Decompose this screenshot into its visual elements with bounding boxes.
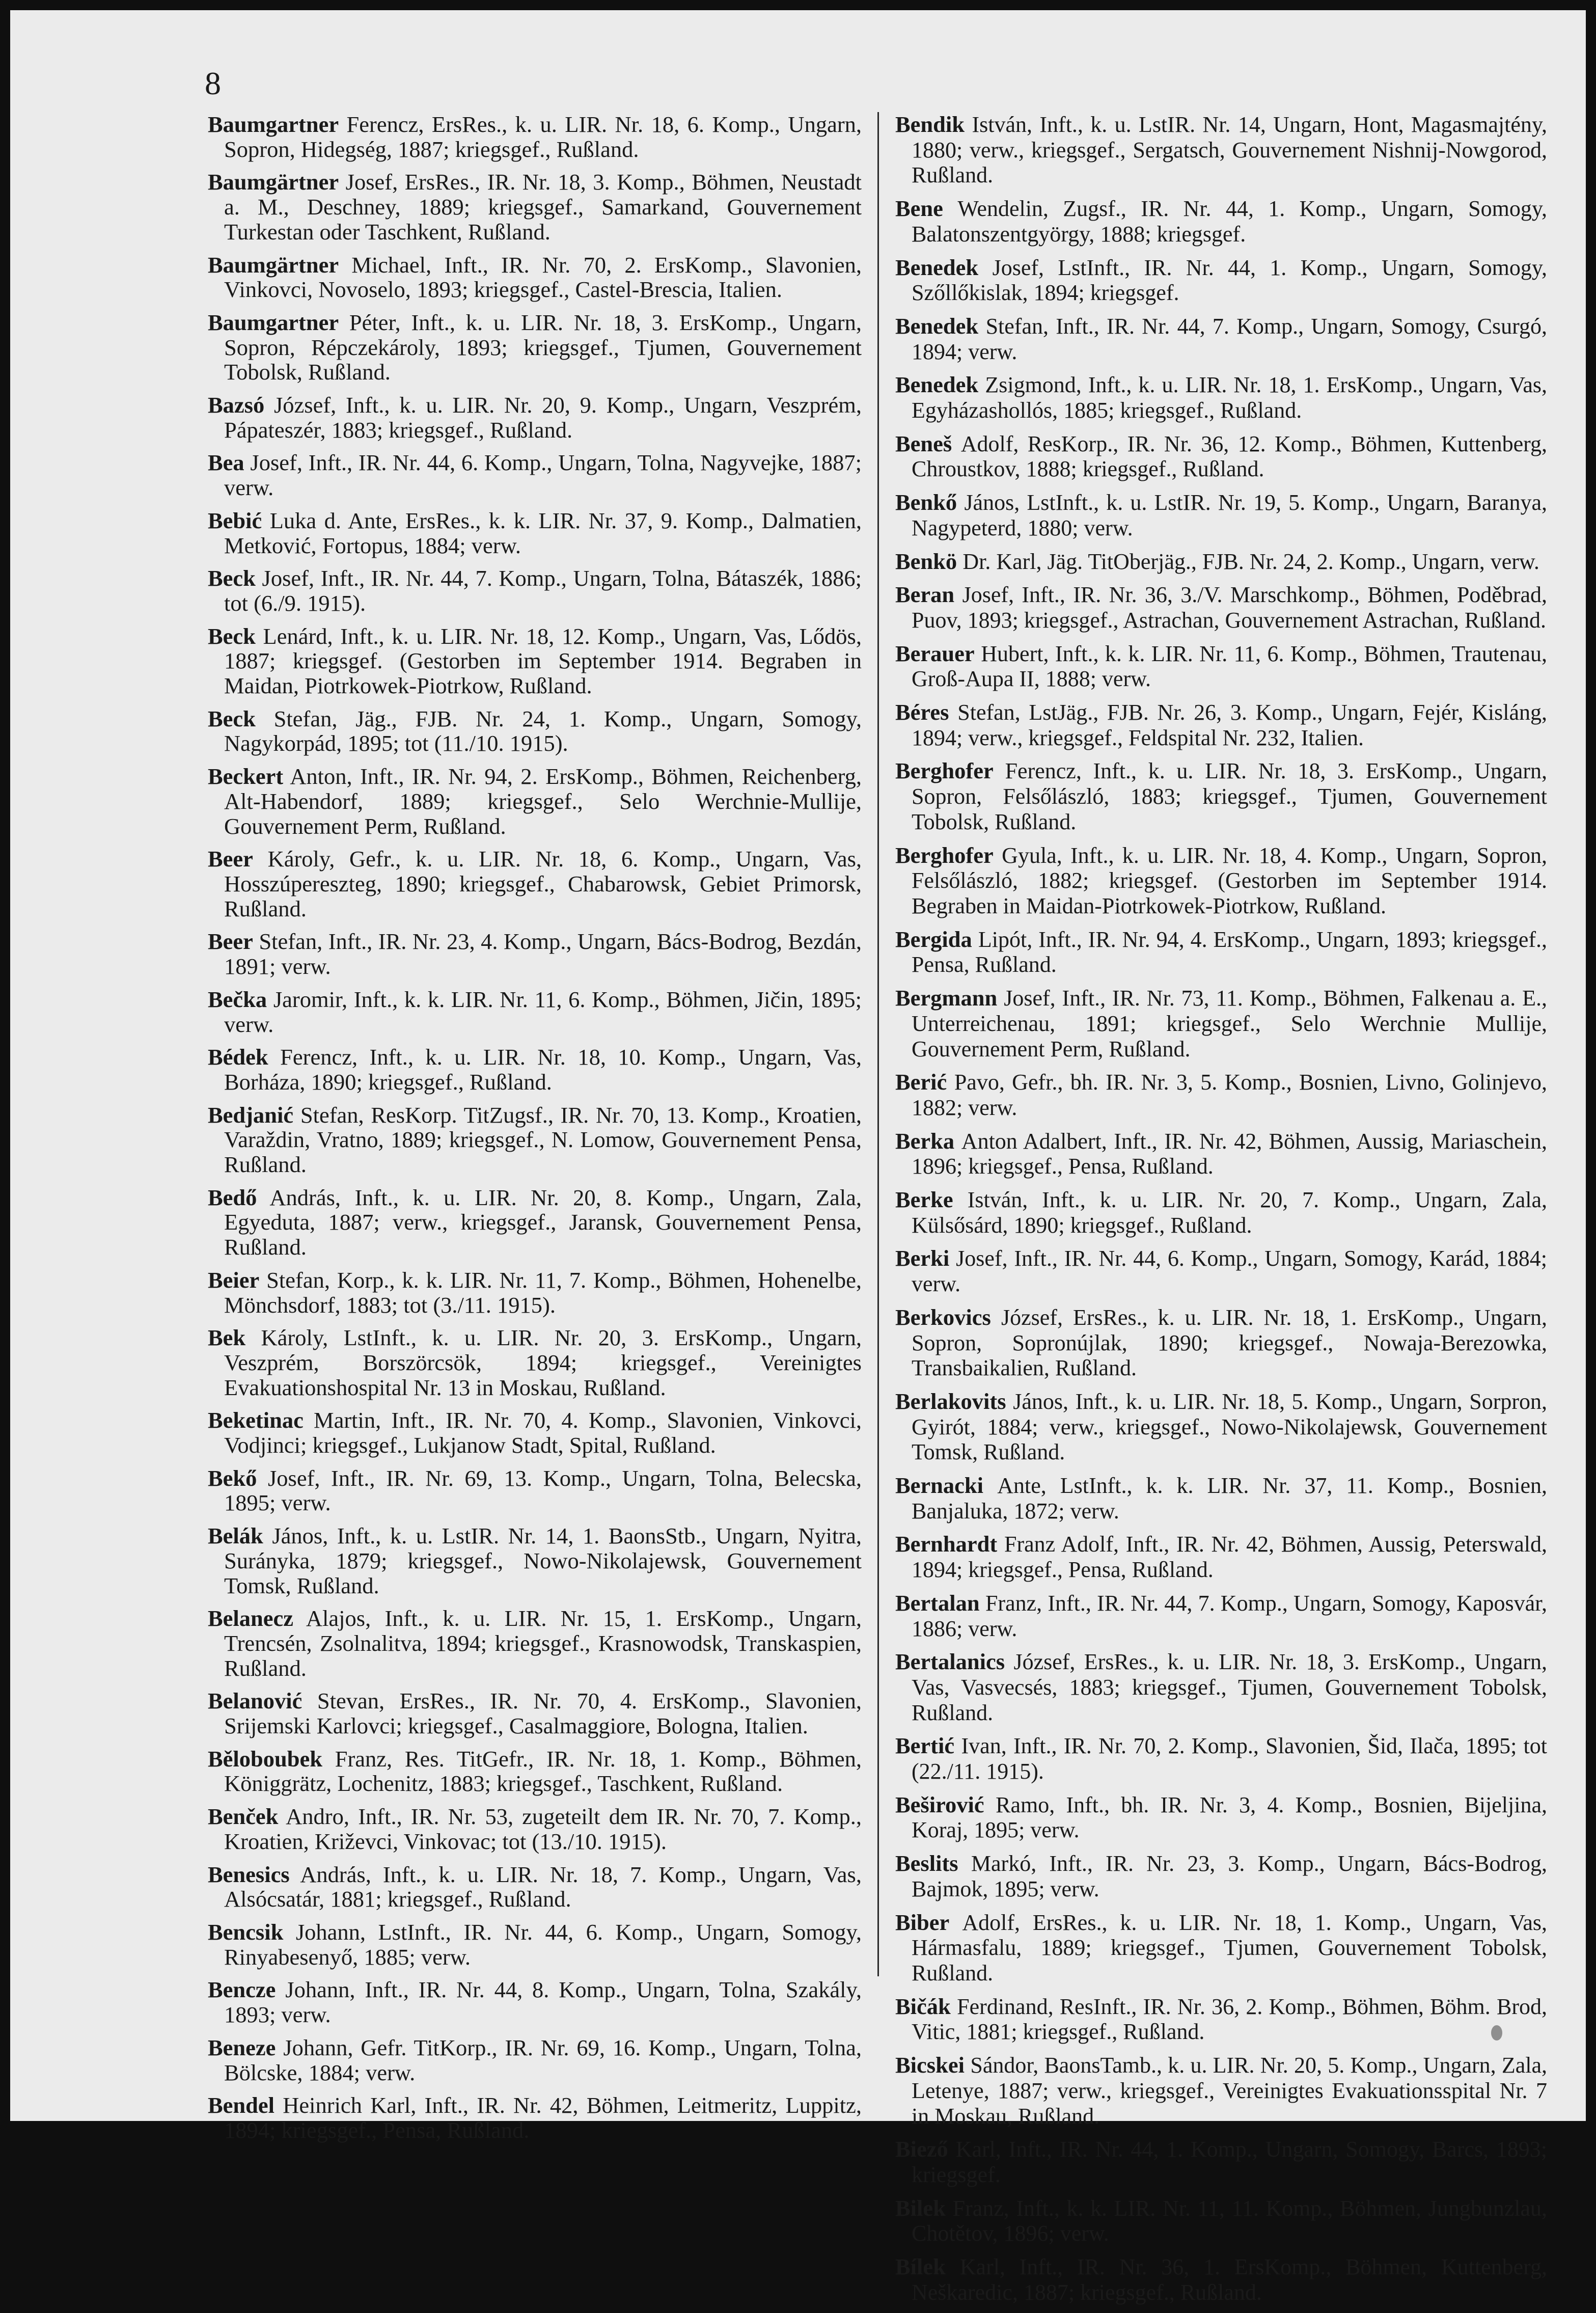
register-entry [208, 2093, 862, 2142]
entry-surname: Berkovics [895, 1304, 991, 1330]
register-entry [895, 1532, 1547, 1582]
entry-details: Johann, LstInft., IR. Nr. 44, 6. Komp., Ungarn, Somogy, Rinyabesenyő, 1885; verw. [224, 1919, 862, 1970]
register-entry [208, 624, 862, 698]
entry-details: Josef, Inft., IR. Nr. 73, 11. Komp., Böhmen, Falkenau a. E., Unterreichenau, 1891; kriegsgef., Selo Werchnie Mullije, Gouvernement Perm, Rußland. [912, 986, 1548, 1062]
register-entry [895, 549, 1547, 575]
entry-details: Adolf, ResKorp., IR. Nr. 36, 12. Komp., Böhmen, Kuttenberg, Chroustkov, 1888; kriegsgef., Rußland. [912, 431, 1548, 482]
register-entry [895, 986, 1547, 1062]
register-entry [895, 1473, 1547, 1523]
entry-surname: Bernacki [895, 1473, 984, 1499]
entry-details: Josef, Inft., IR. Nr. 69, 13. Komp., Ungarn, Tolna, Belecska, 1895; verw. [224, 1465, 862, 1516]
entry-surname: Bergmann [895, 985, 998, 1011]
entry-surname: Bendel [208, 2092, 275, 2118]
entry-surname: Bene [895, 196, 943, 222]
entry-details: Heinrich Karl, Inft., IR. Nr. 42, Böhmen, Leitmeritz, Luppitz, 1894; kriegsgef., Pensa, Rußland. [224, 2092, 862, 2143]
entry-surname: Berka [895, 1128, 955, 1154]
entry-surname: Beer [208, 846, 253, 872]
entry-surname: Beck [208, 705, 256, 731]
entry-details: Gyula, Inft., k. u. LIR. Nr. 18, 4. Komp., Ungarn, Sopron, Felsőlászló, 1882; kriegsgef. (Gestorben im September 1914. Begraben in Maidan-Piotrkowek-Piotrkow, Rußland. [912, 842, 1547, 918]
register-entry [208, 706, 862, 756]
entry-surname: Benesics [208, 1861, 290, 1887]
register-entry [208, 2035, 862, 2085]
entry-details: Josef, Inft., IR. Nr. 44, 6. Komp., Ungarn, Somogy, Karád, 1884; verw. [912, 1246, 1548, 1297]
entry-surname: Beier [208, 1267, 260, 1293]
register-entry [895, 1187, 1547, 1238]
register-entry [208, 112, 862, 161]
entry-details: János, Inft., k. u. LIR. Nr. 18, 5. Komp., Ungarn, Sorpron, Gyirót, 1884; verw., kriegsgef., Nowo-Nikolajewsk, Gouvernement Tomsk, Rußland. [912, 1389, 1548, 1465]
entry-details: Anton Adalbert, Inft., IR. Nr. 42, Böhmen, Aussig, Mariaschein, 1896; kriegsgef., Pensa, Rußland. [912, 1128, 1548, 1179]
entry-details: Stefan, Korp., k. k. LIR. Nr. 11, 7. Komp., Böhmen, Hohenelbe, Mönchsdorf, 1883; tot (3./11. 1915). [224, 1267, 862, 1318]
register-entry [895, 582, 1547, 633]
entry-surname: Benedek [895, 372, 979, 398]
register-entry [895, 1910, 1547, 1986]
entry-details: Josef, LstInft., IR. Nr. 44, 1. Komp., Ungarn, Somogy, Szőllőkislak, 1894; kriegsgef. [912, 255, 1548, 306]
register-entry [208, 1103, 862, 1177]
register-entry [895, 1649, 1547, 1725]
entry-surname: Berghofer [895, 758, 994, 784]
print-speck [1491, 2025, 1502, 2040]
entry-surname: Bencze [208, 1977, 276, 2003]
register-entry [208, 1862, 862, 1912]
entry-details: Lipót, Inft., IR. Nr. 94, 4. ErsKomp., Ungarn, 1893; kriegsgef., Pensa, Rußland. [912, 927, 1547, 977]
entry-surname: Benkő [895, 489, 957, 515]
entry-details: Karl, Inft., IR. Nr. 44, 1. Komp., Ungarn, Somogy, Barcs, 1893; kriegsgef. [912, 2137, 1548, 2187]
entry-details: Alajos, Inft., k. u. LIR. Nr. 15, 1. ErsKomp., Ungarn, Trencsén, Zsolnalitva, 1894; kriegsgef., Krasnowodsk, Transkaspien, Rußland. [224, 1606, 862, 1681]
entry-details: József, ErsRes., k. u. LIR. Nr. 18, 1. ErsKomp., Ungarn, Sopron, Sopronújlak, 1890; kriegsgef., Nowaja-Berezowka, Transbaikalien, Rußland. [912, 1304, 1547, 1381]
entry-details: Stefan, Jäg., FJB. Nr. 24, 1. Komp., Ungarn, Somogy, Nagykorpád, 1895; tot (11./10. 1915). [224, 705, 862, 756]
entry-details: Lenárd, Inft., k. u. LIR. Nr. 18, 12. Komp., Ungarn, Vas, Lődös, 1887; kriegsgef. (Gestorben im September 1914. Begraben in Maidan, Piotrkowek-Piotrkow, Rußland. [224, 623, 862, 699]
entry-surname: Bečka [208, 986, 267, 1012]
register-entry [208, 253, 862, 302]
entry-details: Ferdinand, ResInft., IR. Nr. 36, 2. Komp., Böhmen, Böhm. Brod, Vitic, 1881; kriegsgef., Rußland. [912, 1994, 1548, 2045]
entry-details: Josef, Inft., IR. Nr. 44, 7. Komp., Ungarn, Tolna, Bátaszék, 1886; tot (6./9. 1915). [224, 565, 862, 616]
entry-surname: Bilek [895, 2195, 946, 2221]
entry-details: Ivan, Inft., IR. Nr. 70, 2. Komp., Slavonien, Šid, Ilača, 1895; tot (22./11. 1915). [912, 1733, 1548, 1784]
entry-details: József, Inft., k. u. LIR. Nr. 20, 9. Komp., Ungarn, Veszprém, Pápateszér, 1883; kriegsgef., Rußland. [224, 392, 862, 443]
entry-surname: Bebić [208, 507, 262, 533]
entry-surname: Bílek [895, 2254, 946, 2280]
register-entry [895, 112, 1547, 188]
register-entry [208, 1804, 862, 1854]
entry-surname: Bertalanics [895, 1649, 1005, 1675]
entry-surname: Bedjanić [208, 1102, 294, 1128]
entry-details: Stefan, Inft., IR. Nr. 44, 7. Komp., Ungarn, Somogy, Csurgó, 1894; verw. [912, 313, 1547, 364]
entry-surname: Beck [208, 623, 256, 649]
entry-surname: Biber [895, 1909, 950, 1935]
entry-details: Franz, Res. TitGefr., IR. Nr. 18, 1. Komp., Böhmen, Königgrätz, Lochenitz, 1883; kriegsgef., Taschkent, Rußland. [224, 1746, 862, 1797]
entry-details: Franz, Inft., k. k. LIR. Nr. 11, 11. Komp., Böhmen, Jungbunzlau, Chotětov, 1896; verw. [912, 2195, 1547, 2246]
entry-details: Ferencz, Inft., k. u. LIR. Nr. 18, 3. ErsKomp., Ungarn, Sopron, Felsőlászló, 1883; kriegsgef., Tjumen, Gouvernement Tobolsk, Rußland. [912, 758, 1547, 834]
entry-details: Adolf, ErsRes., k. u. LIR. Nr. 18, 1. Komp., Ungarn, Vas, Hármasfalu, 1889; kriegsgef., Tjumen, Gouvernement Tobolsk, Rußland. [912, 1910, 1547, 1985]
entry-details: János, LstInft., k. u. LstIR. Nr. 19, 5. Komp., Ungarn, Baranya, Nagypeterd, 1880; verw. [912, 490, 1547, 540]
entry-details: Pavo, Gefr., bh. IR. Nr. 3, 5. Komp., Bosnien, Livno, Golinjevo, 1882; verw. [912, 1070, 1547, 1120]
entry-surname: Bek [208, 1325, 246, 1351]
entry-details: Andro, Inft., IR. Nr. 53, zugeteilt dem IR. Nr. 70, 7. Komp., Kroatien, Križevci, Vinkovac; tot (13./10. 1915). [224, 1804, 862, 1854]
entry-surname: Belanović [208, 1688, 302, 1714]
register-entry [208, 1606, 862, 1680]
column-divider [877, 112, 879, 1976]
register-entry [208, 1747, 862, 1796]
entry-surname: Baumgärtner [208, 169, 339, 195]
entry-details: Sándor, BaonsTamb., k. u. LIR. Nr. 20, 5. Komp., Ungarn, Zala, Letenye, 1887; verw., kriegsgef., Vereinigtes Evakuationsspital Nr. 7 in Moskau, Rußland. [912, 2053, 1548, 2129]
entry-surname: Berghofer [895, 842, 994, 868]
entry-details: Stefan, Inft., IR. Nr. 23, 4. Komp., Ungarn, Bács-Bodrog, Bezdán, 1891; verw. [224, 929, 862, 979]
entry-surname: Bencsik [208, 1919, 284, 1945]
entry-surname: Beneš [895, 430, 952, 456]
register-entry [208, 929, 862, 978]
entry-details: Ramo, Inft., bh. IR. Nr. 3, 4. Komp., Bosnien, Bijeljina, Koraj, 1895; verw. [912, 1792, 1547, 1843]
register-entry [208, 1523, 862, 1598]
register-entry [208, 508, 862, 558]
register-entry [208, 1045, 862, 1094]
left-column [208, 112, 862, 2151]
entry-details: Luka d. Ante, ErsRes., k. k. LIR. Nr. 37, 9. Komp., Dalmatien, Metković, Fortopus, 1884; verw. [224, 507, 862, 558]
register-entry [895, 2196, 1547, 2246]
entry-details: Dr. Karl, Jäg. TitOberjäg., FJB. Nr. 24, 2. Komp., Ungarn, verw. [962, 549, 1539, 574]
register-entry [895, 1733, 1547, 1784]
register-entry [895, 758, 1547, 834]
entry-surname: Berlakovits [895, 1388, 1006, 1414]
register-entry [208, 1408, 862, 1457]
entry-surname: Beslits [895, 1851, 958, 1876]
register-entry [208, 1268, 862, 1317]
register-entry [208, 764, 862, 838]
register-entry [895, 2053, 1547, 2129]
entry-details: Johann, Inft., IR. Nr. 44, 8. Komp., Ungarn, Tolna, Szakály, 1893; verw. [224, 1977, 862, 2028]
entry-details: Josef, Inft., IR. Nr. 44, 6. Komp., Ungarn, Tolna, Nagyvejke, 1887; verw. [224, 450, 862, 501]
entry-details: Johann, Gefr. TitKorp., IR. Nr. 69, 16. Komp., Ungarn, Tolna, Bölcske, 1884; verw. [224, 2034, 862, 2085]
entry-surname: Bertalan [895, 1590, 980, 1616]
entry-surname: Benedek [895, 313, 979, 339]
entry-details: Markó, Inft., IR. Nr. 23, 3. Komp., Ungarn, Bács-Bodrog, Bajmok, 1895; verw. [912, 1851, 1547, 1901]
entry-surname: Běloboubek [208, 1746, 323, 1772]
register-entry [208, 450, 862, 500]
register-entry [895, 700, 1547, 750]
entry-surname: Baumgärtner [208, 252, 339, 278]
entry-details: András, Inft., k. u. LIR. Nr. 18, 7. Komp., Ungarn, Vas, Alsócsatár, 1881; kriegsgef., Rußland. [224, 1861, 862, 1912]
entry-surname: Benedek [895, 254, 979, 280]
entry-details: András, Inft., k. u. LIR. Nr. 20, 8. Komp., Ungarn, Zala, Egyeduta, 1887; verw., kriegsgef., Jaransk, Gouvernement Pensa, Rußland. [224, 1184, 862, 1260]
document-page [10, 10, 1586, 2305]
entry-surname: Berauer [895, 640, 975, 666]
register-entry [895, 2137, 1547, 2187]
entry-details: Michael, Inft., IR. Nr. 70, 2. ErsKomp., Slavonien, Vinkovci, Novoselo, 1893; kriegsgef., Castel-Brescia, Italien. [224, 252, 862, 303]
register-entry [895, 1070, 1547, 1120]
register-entry [208, 170, 862, 244]
entry-details: Stefan, ResKorp. TitZugsf., IR. Nr. 70, 13. Komp., Kroatien, Varaždin, Vratno, 1889; kriegsgef., N. Lomow, Gouvernement Pensa, Rußland. [224, 1102, 862, 1178]
right-column [895, 112, 1547, 2313]
entry-surname: Belák [208, 1523, 263, 1549]
register-entry [208, 566, 862, 615]
entry-details: Josef, Inft., IR. Nr. 36, 3./V. Marschkomp., Böhmen, Poděbrad, Puov, 1893; kriegsgef., Astrachan, Gouvernement Astrachan, Rußland. [912, 582, 1548, 633]
register-entry [895, 431, 1547, 482]
entry-surname: Beran [895, 582, 955, 608]
entry-surname: Biező [895, 2136, 948, 2162]
entry-surname: Beketinac [208, 1407, 304, 1433]
entry-surname: Beck [208, 565, 256, 591]
page-number: 8 [205, 65, 221, 101]
entry-surname: Berke [895, 1187, 953, 1213]
register-entry [895, 641, 1547, 692]
entry-details: István, Inft., k. u. LIR. Nr. 20, 7. Komp., Ungarn, Zala, Külsősárd, 1890; kriegsgef., Rußland. [912, 1187, 1547, 1238]
entry-surname: Beckert [208, 764, 284, 790]
entry-details: Jaromir, Inft., k. k. LIR. Nr. 11, 6. Komp., Böhmen, Jičin, 1895; verw. [224, 986, 862, 1037]
register-entry [208, 1466, 862, 1515]
entry-details: Josef, ErsRes., IR. Nr. 18, 3. Komp., Böhmen, Neustadt a. M., Deschney, 1889; kriegsgef., Samarkand, Gouvernement Turkestan oder Taschkent, Rußland. [224, 169, 862, 244]
register-entry [895, 255, 1547, 306]
entry-details: Karl, Inft., IR. Nr. 36, 1. ErsKomp., Böhmen, Kuttenberg, Neškaredic, 1887; kriegsgef., Rußland. [912, 2254, 1548, 2305]
register-entry [208, 1977, 862, 2027]
register-entry [208, 310, 862, 385]
entry-surname: Beer [208, 929, 253, 955]
register-entry [895, 1389, 1547, 1465]
entry-surname: Benček [208, 1804, 279, 1830]
entry-details: Károly, Gefr., k. u. LIR. Nr. 18, 6. Komp., Ungarn, Vas, Hosszúpereszteg, 1890; kriegsgef., Chabarowsk, Gebiet Primorsk, Rußland. [224, 846, 862, 921]
entry-details: Hubert, Inft., k. k. LIR. Nr. 11, 6. Komp., Böhmen, Trautenau, Groß-Aupa II, 1888; verw. [912, 641, 1547, 692]
register-entry [895, 1305, 1547, 1381]
entry-surname: Beširović [895, 1791, 984, 1817]
entry-surname: Baumgartner [208, 112, 339, 137]
register-entry [895, 196, 1547, 247]
register-entry [895, 843, 1547, 919]
register-entry [208, 1689, 862, 1738]
register-entry [208, 1325, 862, 1400]
entry-surname: Beneze [208, 2034, 276, 2060]
entry-surname: Bédek [208, 1044, 268, 1070]
entry-details: Wendelin, Zugsf., IR. Nr. 44, 1. Komp., Ungarn, Somogy, Balatonszentgyörgy, 1888; kriegsgef. [912, 196, 1548, 247]
register-entry [895, 490, 1547, 540]
entry-surname: Bendik [895, 112, 965, 137]
entry-surname: Bičák [895, 1993, 951, 2019]
register-entry [895, 1246, 1547, 1296]
register-entry [895, 927, 1547, 977]
entry-details: Ante, LstInft., k. k. LIR. Nr. 37, 11. Komp., Bosnien, Banjaluka, 1872; verw. [912, 1473, 1547, 1523]
entry-surname: Bekő [208, 1465, 257, 1491]
entry-surname: Berić [895, 1069, 947, 1095]
entry-details: János, Inft., k. u. LstIR. Nr. 14, 1. BaonsStb., Ungarn, Nyitra, Surányka, 1879; kriegsgef., Nowo-Nikolajewsk, Gouvernement Tomsk, Rußland. [224, 1523, 862, 1598]
entry-surname: Bicskei [895, 2052, 965, 2078]
entry-details: Ferencz, ErsRes., k. u. LIR. Nr. 18, 6. Komp., Ungarn, Sopron, Hidegség, 1887; kriegsgef., Rußland. [224, 112, 862, 162]
entry-surname: Béres [895, 699, 949, 725]
entry-details: Anton, Inft., IR. Nr. 94, 2. ErsKomp., Böhmen, Reichenberg, Alt-Habendorf, 1889; kriegsgef., Selo Werchnie-Mullije, Gouvernement Perm, Rußland. [224, 764, 862, 839]
entry-surname: Baumgartner [208, 309, 339, 335]
entry-details: Stevan, ErsRes., IR. Nr. 70, 4. ErsKomp., Slavonien, Srijemski Karlovci; kriegsgef., Casalmaggiore, Bologna, Italien. [224, 1688, 862, 1739]
entry-surname: Bedő [208, 1184, 257, 1210]
register-entry [895, 372, 1547, 423]
entry-details: Károly, LstInft., k. u. LIR. Nr. 20, 3. ErsKomp., Ungarn, Veszprém, Borszörcsök, 1894; kriegsgef., Vereinigtes Evakuationshospital Nr. 13 in Moskau, Rußland. [224, 1325, 862, 1400]
entry-surname: Bea [208, 450, 244, 476]
entry-surname: Benkö [895, 548, 957, 574]
entry-details: Zsigmond, Inft., k. u. LIR. Nr. 18, 1. ErsKomp., Ungarn, Vas, Egyházashollós, 1885; kriegsgef., Rußland. [912, 372, 1547, 423]
entry-details: Ferencz, Inft., k. u. LIR. Nr. 18, 10. Komp., Ungarn, Vas, Borháza, 1890; kriegsgef., Rußland. [224, 1044, 862, 1095]
register-entry [895, 1129, 1547, 1179]
register-entry [208, 1185, 862, 1260]
register-entry [895, 1851, 1547, 1901]
entry-details: Franz Adolf, Inft., IR. Nr. 42, Böhmen, Aussig, Peterswald, 1894; kriegsgef., Pensa, Rußland. [912, 1532, 1547, 1583]
entry-details: Franz, Inft., IR. Nr. 44, 7. Komp., Ungarn, Somogy, Kaposvár, 1886; verw. [912, 1590, 1548, 1641]
entry-surname: Berki [895, 1245, 950, 1271]
register-entry [208, 1920, 862, 1969]
register-entry [208, 393, 862, 442]
entry-details: Péter, Inft., k. u. LIR. Nr. 18, 3. ErsKomp., Ungarn, Sopron, Répczekároly, 1893; kriegsgef., Tjumen, Gouvernement Tobolsk, Rußland. [224, 309, 862, 385]
register-entry [208, 847, 862, 921]
entry-surname: Bernhardt [895, 1531, 998, 1557]
entry-details: István, Inft., k. u. LstIR. Nr. 14, Ungarn, Hont, Magasmajtény, 1880; verw., kriegsgef., Sergatsch, Gouvernement Nishnij-Nowgorod, Rußland. [912, 112, 1548, 188]
entry-details: Martin, Inft., IR. Nr. 70, 4. Komp., Slavonien, Vinkovci, Vodjinci; kriegsgef., Lukjanow Stadt, Spital, Rußland. [224, 1407, 862, 1458]
entry-surname: Bazsó [208, 392, 265, 418]
register-entry [895, 1591, 1547, 1641]
entry-details: Stefan, LstJäg., FJB. Nr. 26, 3. Komp., Ungarn, Fejér, Kisláng, 1894; verw., kriegsgef., Feldspital Nr. 232, Italien. [912, 700, 1547, 750]
entry-details: József, ErsRes., k. u. LIR. Nr. 18, 3. ErsKomp., Ungarn, Vas, Vasvecsés, 1883; kriegsgef., Tjumen, Gouvernement Tobolsk, Rußland. [912, 1649, 1547, 1725]
register-entry [895, 314, 1547, 364]
register-entry [895, 1994, 1547, 2045]
entry-surname: Bergida [895, 926, 972, 952]
register-entry [208, 987, 862, 1037]
register-entry [895, 2254, 1547, 2305]
entry-surname: Belanecz [208, 1606, 294, 1631]
register-entry [895, 1792, 1547, 1843]
entry-surname: Bertić [895, 1733, 955, 1759]
